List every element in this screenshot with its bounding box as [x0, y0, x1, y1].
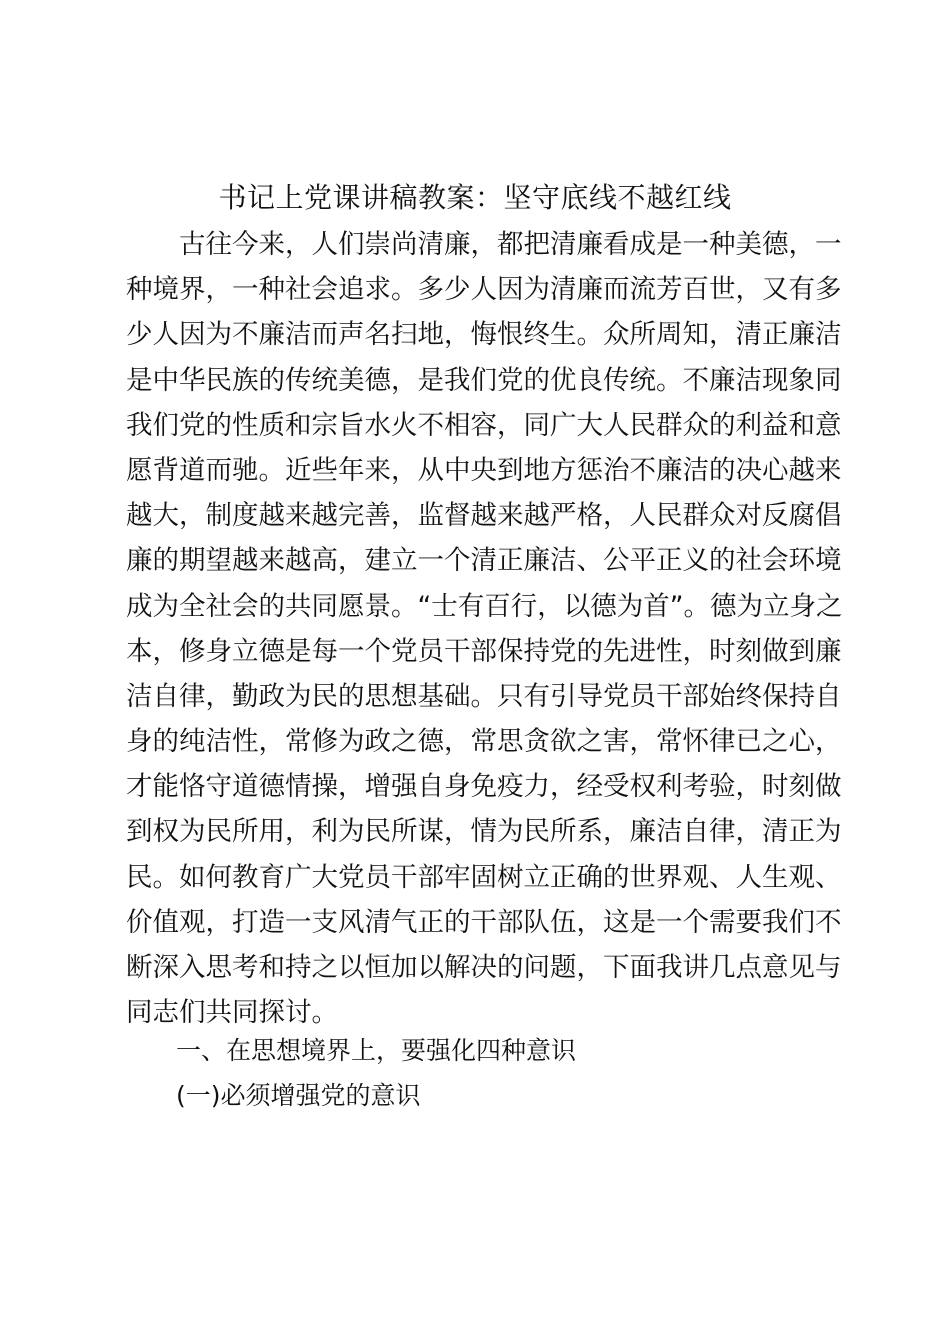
document-title: 书记上党课讲稿教案：坚守底线不越红线 — [218, 181, 732, 214]
paragraph-line: 断深入思考和持之以恒加以解决的问题，下面我讲几点意见与 — [126, 952, 842, 983]
paragraph-line: 越大，制度越来越完善，监督越来越严格，人民群众对反腐倡 — [126, 500, 842, 532]
section-heading: 一、在思想境界上，要强化四种意识 — [176, 1036, 577, 1065]
paragraph-line: 愿背道而驰。近些年来，从中央到地方惩治不廉洁的决心越来 — [126, 454, 842, 486]
paragraph-line: 本，修身立德是每一个党员干部保持党的先进性，时刻做到廉 — [126, 635, 842, 667]
paragraph-line: 洁自律，勤政为民的思想基础。只有引导党员干部始终保持自 — [126, 680, 842, 712]
paragraph-line: 价值观，打造一支风清气正的干部队伍，这是一个需要我们不 — [126, 906, 842, 938]
paragraph-line: 身的纯洁性，常修为政之德，常思贪欲之害，常怀律已之心， — [126, 726, 842, 758]
intro-paragraph — [126, 222, 843, 1035]
paragraph-line: 我们党的性质和宗旨水火不相容，同广大人民群众的利益和意 — [126, 409, 842, 441]
paragraph-line: 成为全社会的共同愿景。“士有百行，以德为首”。德为立身之 — [126, 590, 843, 622]
paragraph-line: 种境界，一种社会追求。多少人因为清廉而流芳百世，又有多 — [126, 274, 842, 306]
paragraph-line: 廉的期望越来越高，建立一个清正廉洁、公平正义的社会环境 — [126, 545, 842, 577]
paragraph-line: 是中华民族的传统美德，是我们党的优良传统。不廉洁现象同 — [126, 364, 842, 396]
paragraph-line: 到权为民所用，利为民所谋，情为民所系，廉洁自律，清正为 — [126, 816, 842, 848]
paragraph-line: 少人因为不廉洁而声名扫地，悔恨终生。众所周知，清正廉洁 — [126, 319, 842, 351]
paragraph-line: 古往今来，人们崇尚清廉，都把清廉看成是一种美德，一 — [179, 229, 842, 260]
paragraph-line: 才能恪守道德情操，增强自身免疫力，经受权利考验，时刻做 — [126, 771, 842, 803]
subsection-heading: (一)必须增强党的意识 — [176, 1081, 421, 1110]
paragraph-line: 同志们共同探讨。 — [126, 997, 338, 1029]
paragraph-line: 民。如何教育广大党员干部牢固树立正确的世界观、人生观、 — [126, 861, 842, 893]
